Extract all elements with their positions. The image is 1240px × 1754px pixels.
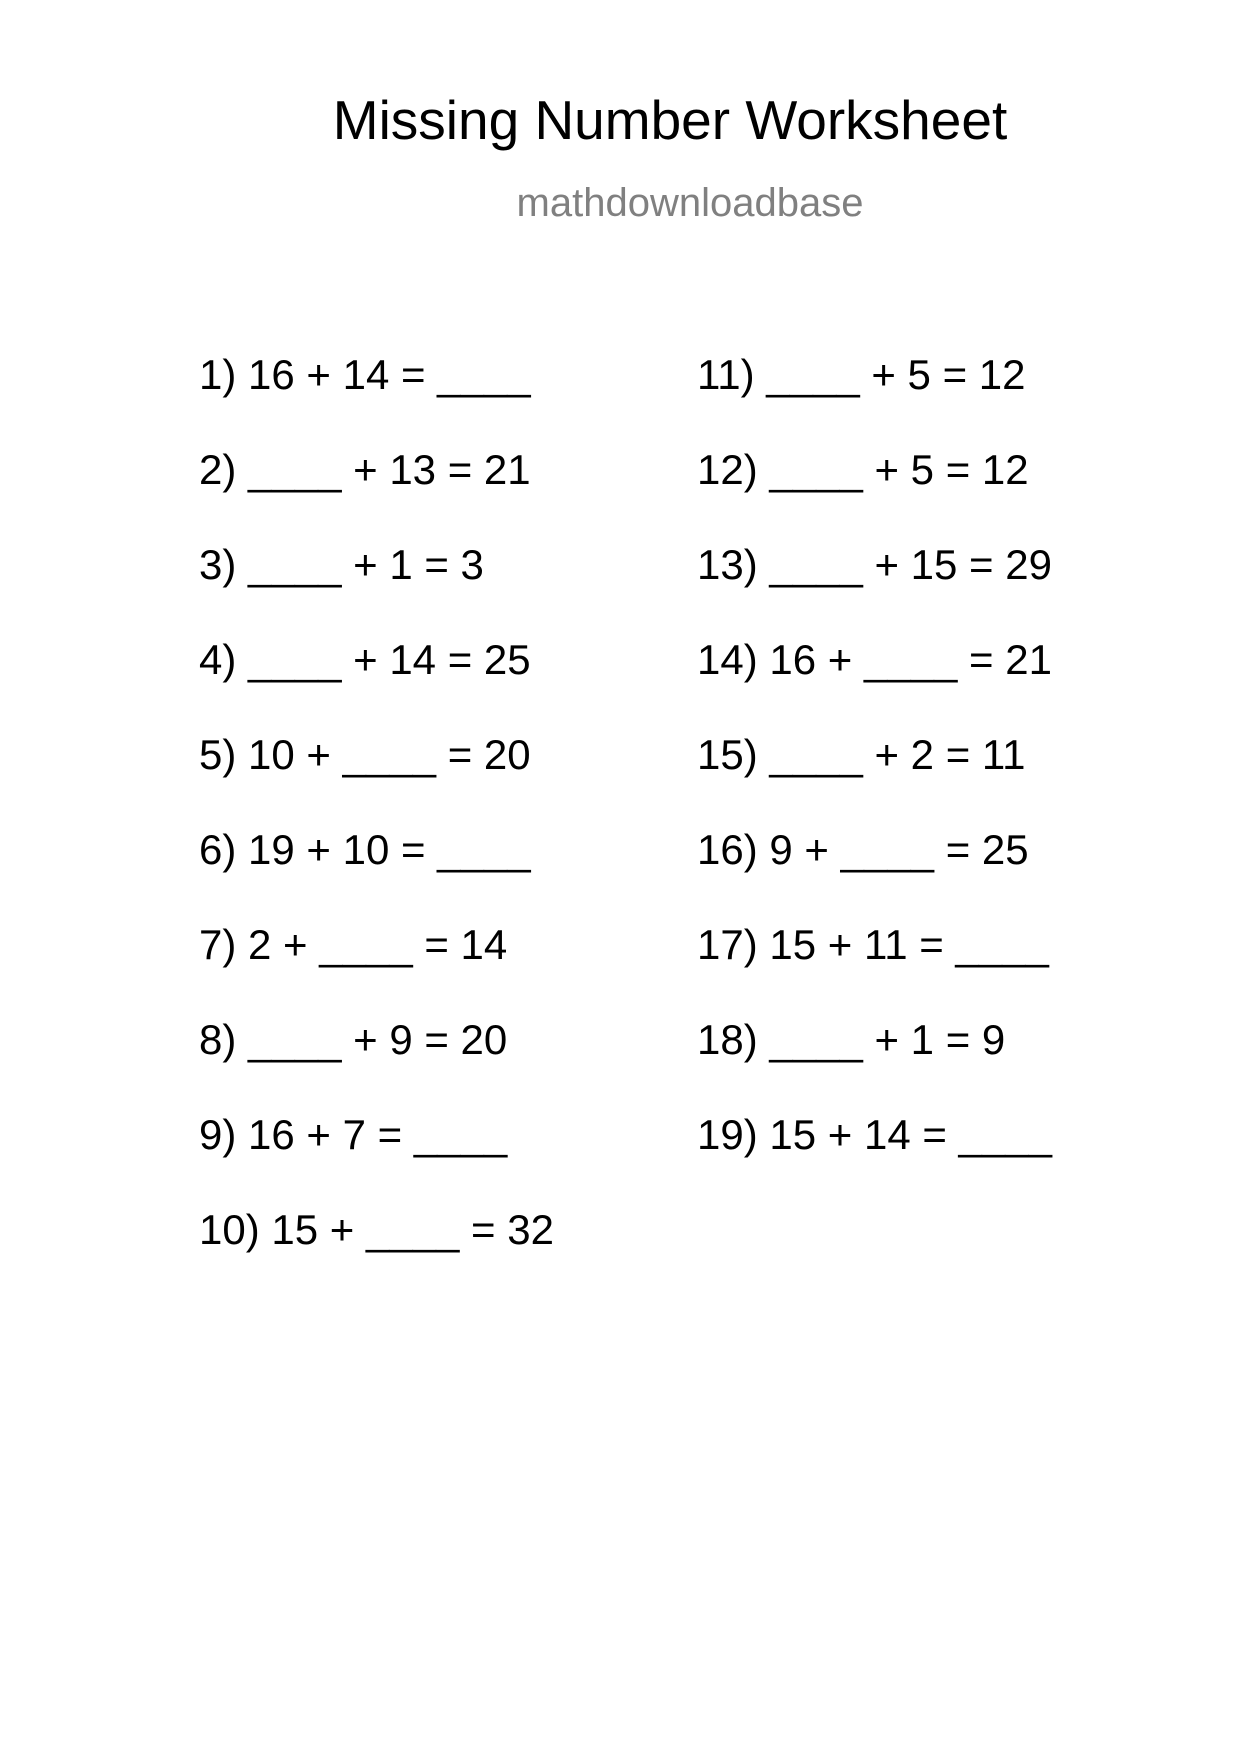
- problem-column-right: [697, 350, 1052, 1205]
- page-subtitle: mathdownloadbase: [516, 181, 864, 225]
- problem-item: 15) ____ + 2 = 11: [697, 731, 1026, 778]
- problem-column-left: [199, 350, 554, 1300]
- problem-item: 9) 16 + 7 = ____: [199, 1111, 508, 1158]
- problem-item: 1) 16 + 14 = ____: [199, 351, 531, 398]
- problem-item: 10) 15 + ____ = 32: [199, 1206, 554, 1253]
- problem-item: 7) 2 + ____ = 14: [199, 921, 508, 968]
- problem-item: 8) ____ + 9 = 20: [199, 1016, 508, 1063]
- problem-item: 17) 15 + 11 = ____: [697, 921, 1049, 968]
- problem-item: 5) 10 + ____ = 20: [199, 731, 531, 778]
- page-title: Missing Number Worksheet: [332, 89, 1008, 151]
- problem-item: 19) 15 + 14 = ____: [697, 1111, 1052, 1158]
- problem-item: 3) ____ + 1 = 3: [199, 541, 484, 588]
- problem-item: 11) ____ + 5 = 12: [697, 351, 1026, 398]
- problem-item: 18) ____ + 1 = 9: [697, 1016, 1006, 1063]
- problem-item: 16) 9 + ____ = 25: [697, 826, 1029, 873]
- problem-item: 13) ____ + 15 = 29: [697, 541, 1052, 588]
- problem-item: 6) 19 + 10 = ____: [199, 826, 531, 873]
- problem-item: 12) ____ + 5 = 12: [697, 446, 1029, 493]
- problem-item: 14) 16 + ____ = 21: [697, 636, 1052, 683]
- problem-item: 4) ____ + 14 = 25: [199, 636, 531, 683]
- problem-item: 2) ____ + 13 = 21: [199, 446, 531, 493]
